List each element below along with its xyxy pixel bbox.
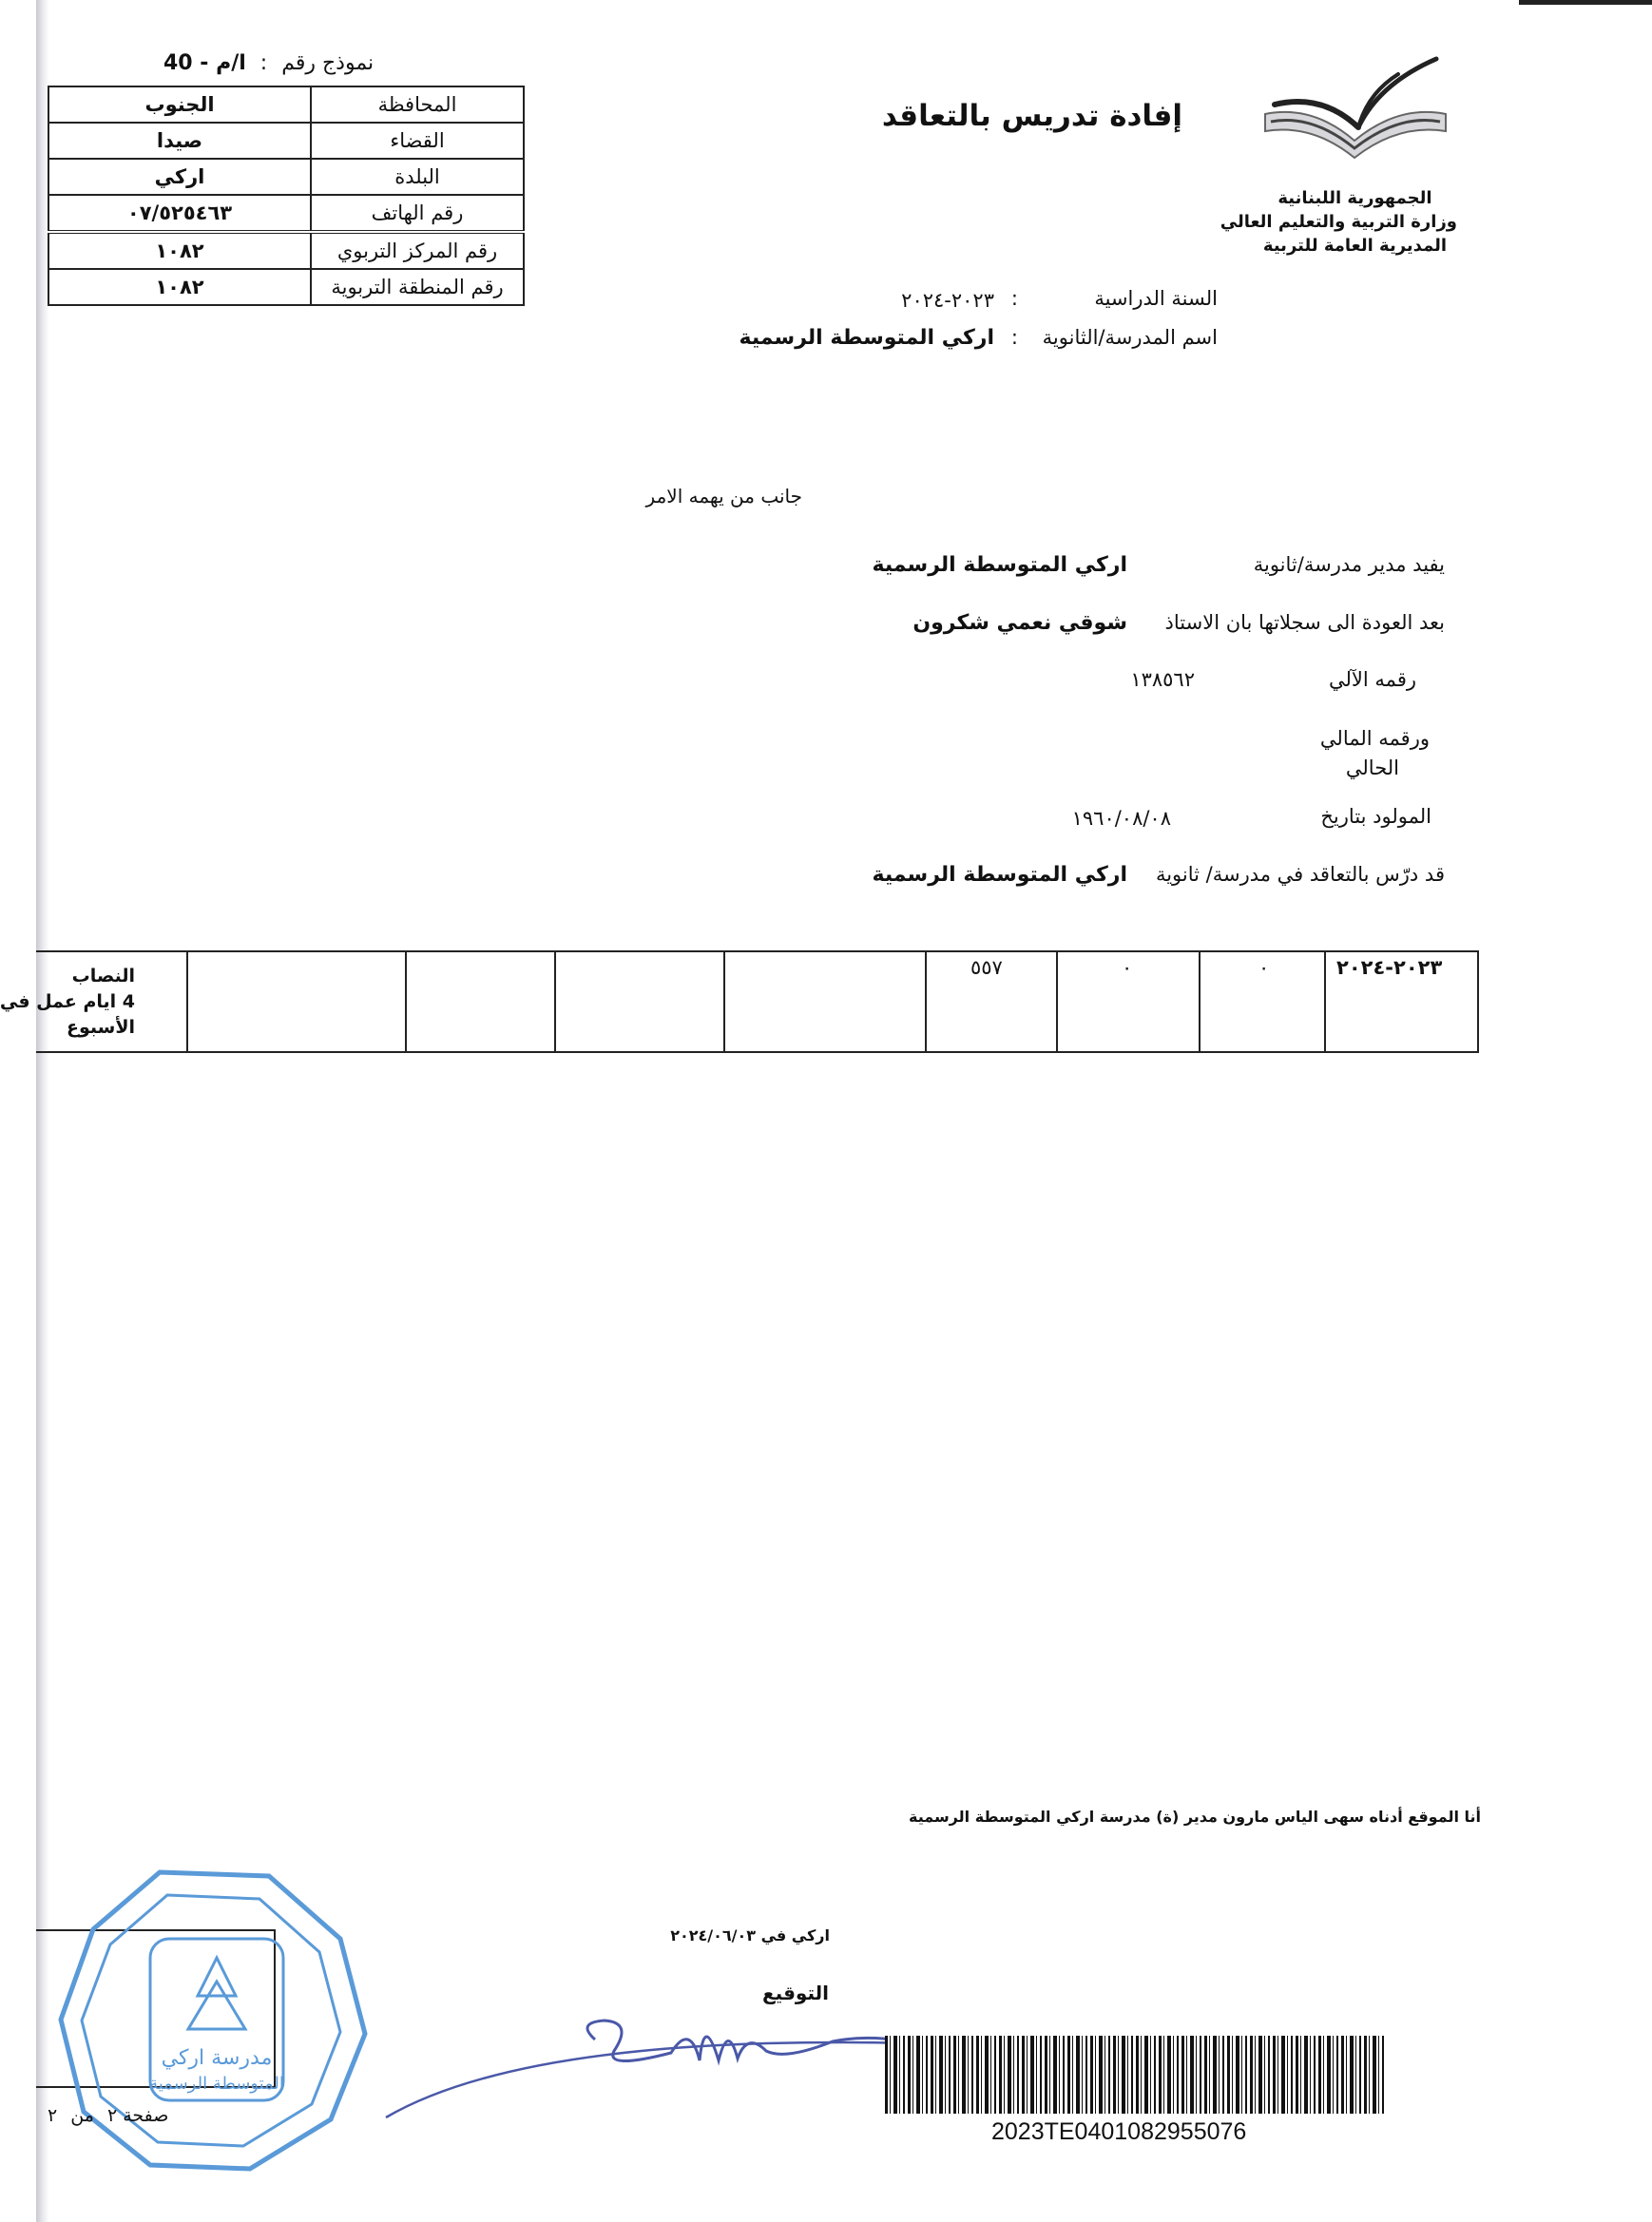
declaration: أنا الموقع أدناه سهى الياس مارون مدير (ة) مدرسة اركي المتوسطة الرسمية bbox=[908, 1808, 1481, 1826]
academic-year-label: السنة الدراسية bbox=[1094, 287, 1218, 310]
salutation: جانب من يهمه الامر bbox=[645, 485, 802, 508]
director-school: اركي المتوسطة الرسمية bbox=[872, 553, 1127, 577]
form-number-sep: : bbox=[259, 51, 268, 75]
page-label: صفحة bbox=[123, 2105, 169, 2126]
auto-number-label: رقمه الآلي bbox=[1329, 668, 1416, 691]
table-divider bbox=[405, 952, 407, 1051]
page-of: من bbox=[70, 2105, 94, 2126]
table-divider bbox=[723, 952, 725, 1051]
quota-line: الأسبوع bbox=[67, 1017, 135, 1038]
info-label: رقم المركز التربوي bbox=[311, 232, 524, 269]
form-number bbox=[163, 51, 374, 75]
ministry-line: الجمهورية اللبنانية bbox=[1277, 188, 1432, 208]
info-label: القضاء bbox=[311, 123, 524, 159]
director-label: يفيد مدير مدرسة/ثانوية bbox=[1253, 553, 1445, 576]
info-value: ١٠٨٢ bbox=[48, 269, 311, 305]
taught-school: اركي المتوسطة الرسمية bbox=[872, 863, 1127, 887]
academic-year-value: ٢٠٢٣-٢٠٢٤ bbox=[901, 289, 994, 312]
quota-line: النصاب bbox=[71, 966, 135, 986]
info-value: اركي bbox=[48, 159, 311, 195]
form-number-value: ا/م - 40 bbox=[163, 51, 246, 75]
taught-label: قد درّس بالتعاقد في مدرسة/ ثانوية bbox=[1155, 863, 1445, 886]
barcode-icon bbox=[885, 2036, 1384, 2114]
school-name-value: اركي المتوسطة الرسمية bbox=[739, 326, 994, 350]
year-cell: ٢٠٢٣-٢٠٢٤ bbox=[1336, 956, 1443, 979]
info-row bbox=[48, 123, 524, 159]
info-table bbox=[48, 86, 525, 306]
info-row bbox=[48, 269, 524, 305]
hours-cell: ٥٥٧ bbox=[970, 956, 1003, 979]
page-current: ٢ bbox=[106, 2105, 118, 2126]
info-label: المحافظة bbox=[311, 86, 524, 123]
table-divider bbox=[1199, 952, 1201, 1051]
ministry-book-logo-icon bbox=[1256, 55, 1450, 179]
place-date: اركي في ٢٠٢٤/٠٦/٠٣ bbox=[670, 1926, 830, 1944]
ministry-name bbox=[1220, 186, 1457, 258]
info-value: ١٠٨٢ bbox=[48, 232, 311, 269]
teacher-name: شوقي نعمي شكرون bbox=[912, 611, 1127, 635]
table-cell: ٠ bbox=[1122, 956, 1133, 979]
financial-number-label: ورقمه المالي bbox=[1319, 727, 1430, 750]
table-divider bbox=[1056, 952, 1058, 1051]
info-label: البلدة bbox=[311, 159, 524, 195]
corner-mark bbox=[1519, 0, 1652, 5]
table-divider bbox=[554, 952, 556, 1051]
school-name-label: اسم المدرسة/الثانوية bbox=[1042, 326, 1218, 349]
page-total: ٢ bbox=[48, 2105, 58, 2126]
info-row bbox=[48, 232, 524, 269]
table-cell: ٠ bbox=[1258, 956, 1270, 979]
teaching-year-table bbox=[0, 950, 1479, 1053]
financial-number-label-2: الحالي bbox=[1345, 757, 1399, 779]
quota-line: 4 ايام عمل في bbox=[0, 991, 135, 1012]
svg-text:المتوسطة الرسمية: المتوسطة الرسمية bbox=[149, 2074, 284, 2094]
ministry-line: وزارة التربية والتعليم العالي bbox=[1220, 212, 1457, 232]
table-divider bbox=[1324, 952, 1326, 1051]
auto-number-value: ١٣٨٥٦٢ bbox=[1130, 668, 1195, 691]
academic-year-sep: : bbox=[1010, 287, 1018, 310]
birth-date-label: المولود بتاريخ bbox=[1320, 805, 1431, 828]
ministry-line: المديرية العامة للتربية bbox=[1262, 236, 1448, 256]
info-value: صيدا bbox=[48, 123, 311, 159]
info-row bbox=[48, 195, 524, 232]
page-number bbox=[48, 2105, 168, 2126]
table-divider bbox=[925, 952, 927, 1051]
barcode-text: 2023TE0401082955076 bbox=[991, 2118, 1247, 2145]
info-value: ٠٧/٥٢٥٤٦٣ bbox=[48, 195, 311, 232]
quota-cell bbox=[0, 964, 135, 1041]
teacher-label: بعد العودة الى سجلاتها بان الاستاذ bbox=[1164, 611, 1445, 634]
info-label: رقم المنطقة التربوية bbox=[311, 269, 524, 305]
birth-date-value: ١٩٦٠/٠٨/٠٨ bbox=[1071, 807, 1171, 830]
school-name-sep: : bbox=[1010, 326, 1018, 349]
info-value: الجنوب bbox=[48, 86, 311, 123]
info-label: رقم الهاتف bbox=[311, 195, 524, 232]
document-title: إفادة تدريس بالتعاقد bbox=[881, 99, 1182, 133]
form-number-label: نموذج رقم bbox=[281, 51, 375, 75]
info-row bbox=[48, 86, 524, 123]
table-divider bbox=[186, 952, 188, 1051]
scan-edge-shadow bbox=[36, 0, 49, 2222]
signature-label: التوقيع bbox=[762, 1982, 829, 2004]
svg-text:مدرسة اركي: مدرسة اركي bbox=[161, 2046, 273, 2070]
info-row bbox=[48, 159, 524, 195]
official-seal-icon bbox=[55, 1863, 375, 2180]
